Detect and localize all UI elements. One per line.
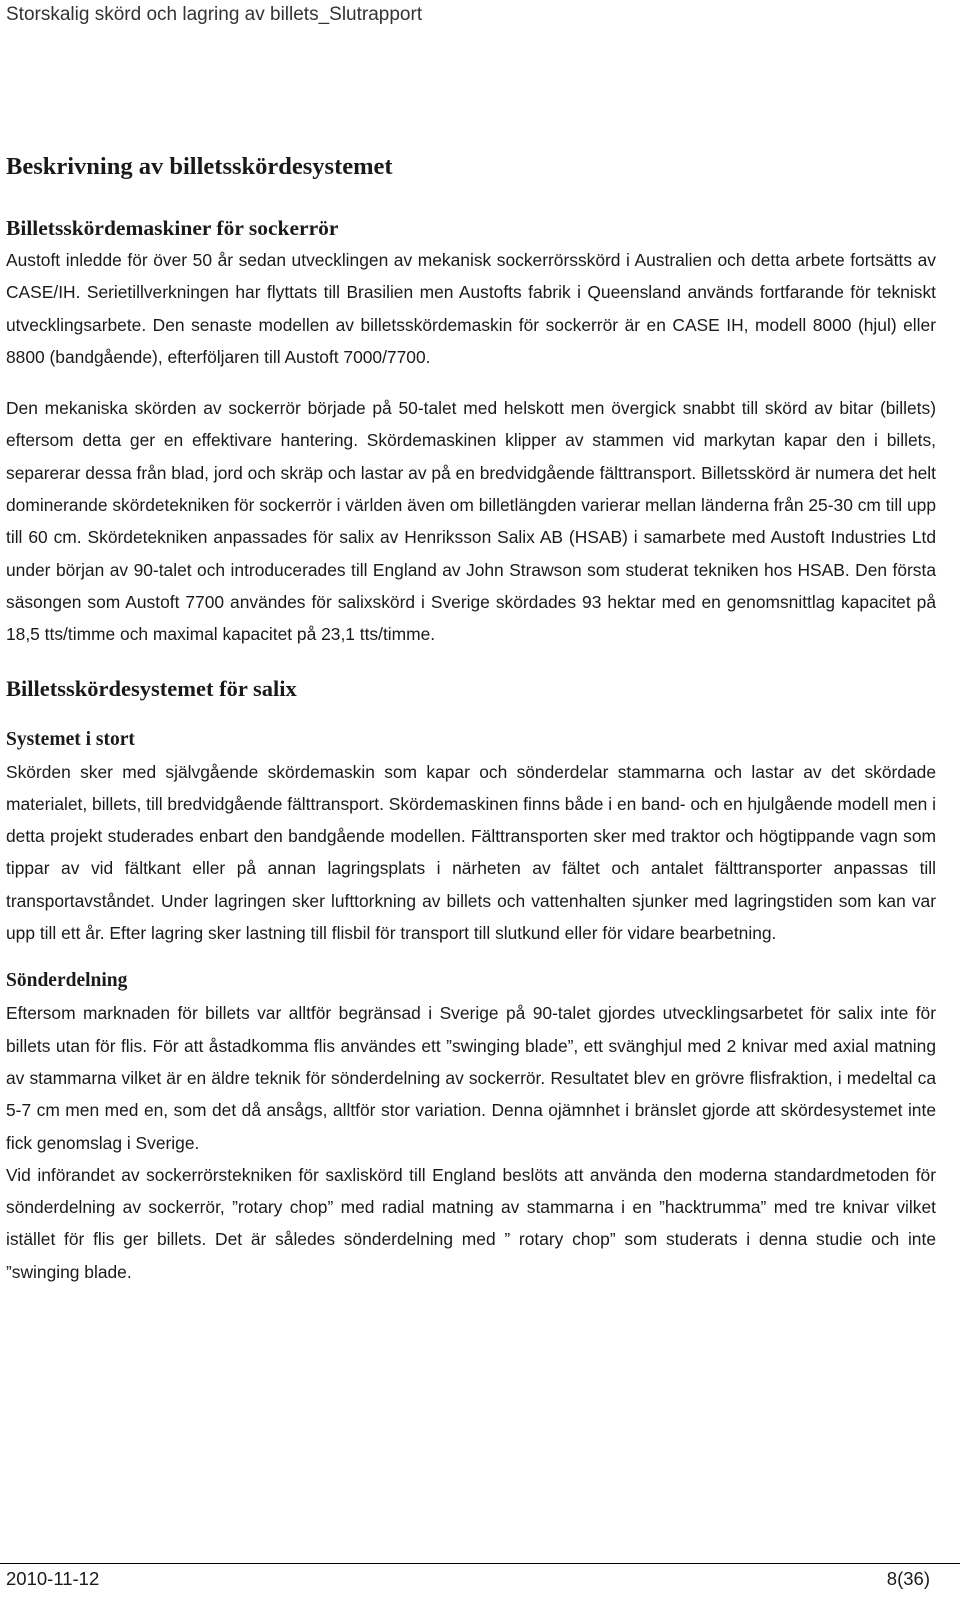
page-footer — [0, 1563, 960, 1621]
paragraph-system-overview: Skörden sker med självgående skördemaskin som kapar och sönderdelar stammarna och lastar av det skördade materialet, billets, till bredvidgående fälttransport. Skördemaskinen finns både i en band- och en hjulgående modell men i detta projekt studerades enbart den bandgående modellen. Fälttransporten sker med traktor och högtippande vagn som tippar av vid fältkant eller på annan lagringsplats i närheten av fältet och antalet fälttransporter anpassas till transportavståndet. Under lagringen sker lufttorkning av billets och vattenhalten sjunker med lagringstiden som kan var upp till ett år. Efter lagring sker lastning till flisbil för transport till slutkund eller för vidare bearbetning. — [6, 761, 936, 944]
running-header: Storskalig skörd och lagring av billets_Slutrapport — [6, 4, 423, 25]
footer-date: 2010-11-12 — [6, 1568, 100, 1589]
spacer — [6, 194, 936, 212]
section-heading-salix-system: Billetsskördesystemet för salix — [6, 675, 297, 701]
spacer — [6, 373, 936, 392]
footer-page-number: 8(36) — [886, 1568, 930, 1589]
spacer — [6, 708, 936, 724]
paragraph-austoft-history: Austoft inledde för över 50 år sedan utvecklingen av mekanisk sockerrörsskörd i Australien och detta arbete fortsätts av CASE/IH. Serietillverkningen har flyttats till Brasilien men Austofts fabrik i Queensland används fortfarande för tekniskt utvecklingsarbete. Den senaste modellen av billetsskördemaskin för sockerrör är en CASE IH, modell 8000 (hjul) eller 8800 (bandgående), efterföljaren till Austoft 7000/7700. — [6, 250, 936, 367]
spacer — [6, 651, 936, 670]
document-body — [6, 140, 936, 1288]
section-heading-harvesters: Billetsskördemaskiner för sockerrör — [6, 216, 339, 240]
paragraph-swinging-blade: Eftersom marknaden för billets var alltför begränsad i Sverige på 90-talet gjordes utvecklingsarbetet för salix inte för billets utan för flis. För att åstadkomma flis användes ett ”swinging blade”, ett svänghjul med 2 knivar med axial matning av stammarna vilket är en äldre teknik för sönderdelning av sockerrör. Resultatet blev en grövre flisfraktion, i medeltal ca 5-7 cm men med en, som det då ansågs, alltför stor variation. Denna ojämnhet i bränslet gjorde att skördesystemet inte fick genomslag i Sverige. — [6, 1003, 936, 1153]
subsection-heading-chopping: Sönderdelning — [6, 970, 128, 992]
paragraph-rotary-chop: Vid införandet av sockerrörstekniken för saxliskörd till England beslöts att använda den moderna standardmetoden för sönderdelning av sockerrör, ”rotary chop” med radial matning av stammarna i en ”hacktrumma” med tre knivar vilket istället för flis ger billets. Det är således sönderdelning med ” rotary chop” som studerats i denna studie och inte ”swinging blade. — [6, 1164, 936, 1282]
spacer — [6, 949, 936, 965]
document-title: Beskrivning av billetsskördesystemet — [6, 153, 393, 180]
paragraph-mechanical-harvest: Den mekaniska skörden av sockerrör började på 50-talet med helskott men övergick snabbt till skörd av bitar (billets) eftersom detta ger en effektivare hantering. Skördemaskinen klipper av stammen vid markytan kapar den i billets, separerar dessa från blad, jord och skräp och lastar av på en bredvidgående fälttransport. Billetsskörd är numera det helt dominerande skördetekniken för sockerrör i världen även om billetlängden varierar mellan länderna från 25-30 cm till upp till 60 cm. Skördetekniken anpassades för salix av Henriksson Salix AB (HSAB) i samarbete med Austoft Industries Ltd under början av 90-talet och introducerades till England av John Strawson som studerat tekniken hos HSAB. Den första säsongen som Austoft 7700 användes för salixskörd i Sverige skördades 93 hektar med en genomsnittlag kapacitet på 18,5 tts/timme och maximal kapacitet på 23,1 tts/timme. — [6, 398, 936, 645]
subsection-heading-overview: Systemet i stort — [6, 728, 135, 750]
